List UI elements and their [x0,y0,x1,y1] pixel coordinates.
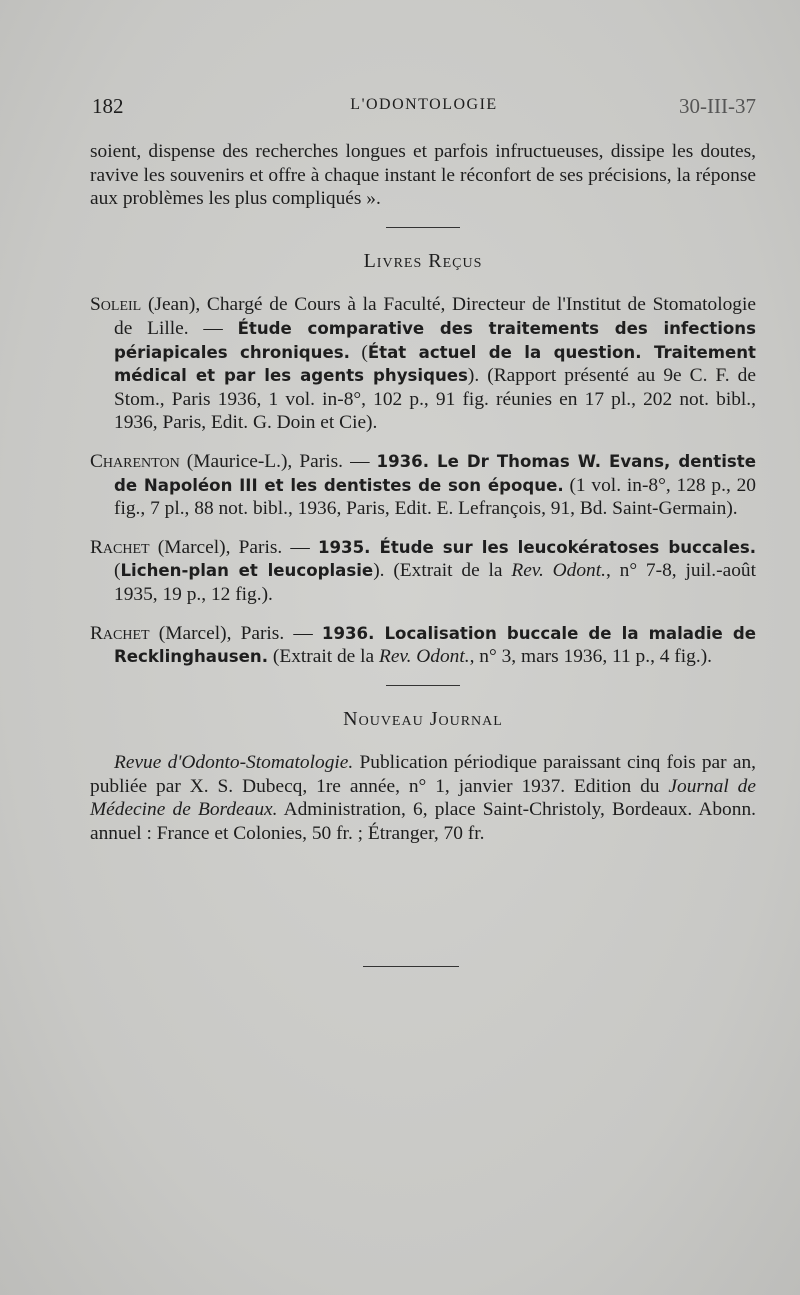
journal-ref: Rev. Odont. [511,560,606,582]
section-title-livres: Livres Reçus [363,249,483,272]
section-divider [386,685,460,686]
book-title: Étude comparative des traitements des infections périapicales chroniques. [114,318,756,362]
book-entry-rachet-1936: Rachet (Marcel), Paris. — 1936. Localisation buccale de la maladie de Recklinghausen. (Extrait de la Rev. Odont., n° 3, mars 1936, 11 p., 4 fig.). [90,622,757,668]
book-subtitle: Lichen-plan et leucoplasie [120,561,374,581]
intro-paragraph: soient, dispense des recherches longues et parfois infructueuses, dissipe les doutes, ravive les souvenirs et offre à chaque instant le réconfort de ses précisions, la réponse aux problèmes les plus compliqués ». [90,141,756,210]
book-entry-charenton: Charenton (Maurice-L.), Paris. — 1936. Le Dr Thomas W. Evans, dentiste de Napoléon III et les dentistes de son époque. (1 vol. in-8°, 128 p., 20 fig., 7 pl., 88 not. bibl., 1936, Paris, Edit. E. Lefrançois, 91, Bd. Saint-Germain). [90,450,757,520]
journal-paragraph: Revue d'Odonto-Stomatologie. Publication périodique paraissant cinq fois par an, publiée par X. S. Dubecq, 1re année, n° 1, janvier 1937. Edition du Journal de Médecine de Bordeaux. Administration, 6, place Saint-Christoly, Bordeaux. Abonn. annuel : France et Colonies, 50 fr. ; Étranger, 70 fr. [90,752,756,845]
end-divider [363,966,459,967]
author-name: Charenton [90,450,180,472]
section-divider [386,227,460,228]
book-entry-soleil: Soleil (Jean), Chargé de Cours à la Faculté, Directeur de l'Institut de Stomatologie de Lille. — Étude comparative des traitements des infections périapicales chroniques. (État actuel de la question. Traitement médical et par les agents physiques). (Rapport présenté au 9e C. F. de Stom., Paris 1936, 1 vol. in-8°, 102 p., 91 fig. réunies en 17 pl., 202 not. bibl., 1936, Paris, Edit. G. Doin et Cie). [90,294,756,434]
author-name: Rachet [90,622,150,644]
journal-name: Revue d'Odonto-Stomatologie. [114,752,354,774]
book-entry-rachet-1935: Rachet (Marcel), Paris. — 1935. Étude sur les leucokératoses buccales. (Lichen-plan et leucoplasie). (Extrait de la Rev. Odont., n° 7-8, juil.-août 1935, 19 p., 12 fig.). [90,536,757,605]
section-title-journal: Nouveau Journal [343,707,503,730]
journal-ref: Rev. Odont. [378,646,470,668]
book-title: 1936. Localisation buccale de la maladie de Recklinghausen. [114,623,757,667]
book-title: 1935. Étude sur les leucokératoses buccales. [317,537,757,557]
issue-date: 30-III-37 [679,94,756,118]
book-title: 1936. Le Dr Thomas W. Evans, dentiste de Napoléon III et les dentistes de son époque. [114,451,756,495]
author-name: Rachet [90,536,150,558]
page-header [92,94,756,118]
journal-edition: Journal de Médecine de Bordeaux. [90,775,756,821]
running-title: L'ODONTOLOGIE [350,96,498,113]
book-subtitle: État actuel de la question. Traitement médical et par les agents physiques [114,342,756,386]
page-number: 182 [92,94,124,118]
author-name: Soleil [90,294,142,316]
page-body [90,140,756,967]
